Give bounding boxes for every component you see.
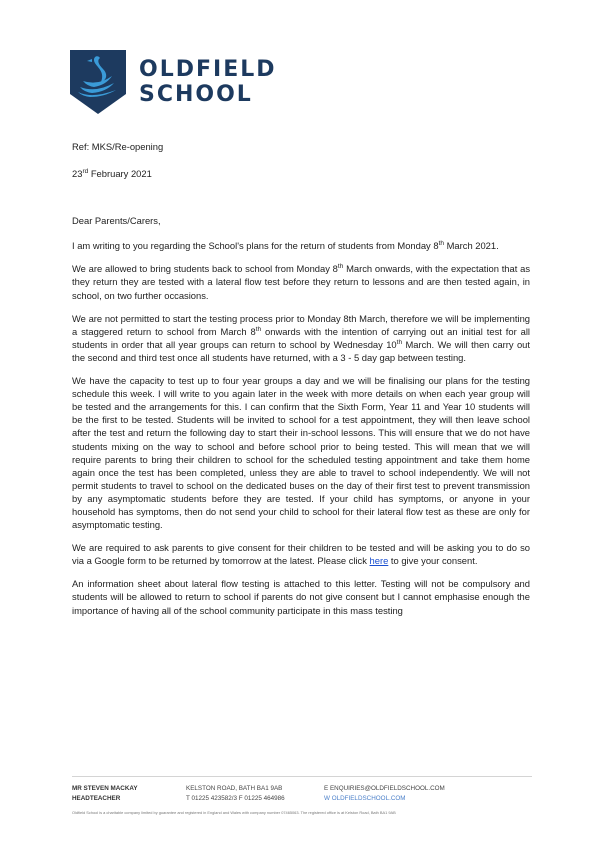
school-name-line1: OLDFIELD <box>139 57 277 82</box>
school-name-line2: SCHOOL <box>139 82 253 107</box>
paragraph-1: I am writing to you regarding the School's plans for the return of students from Monday 8th March 2021. <box>72 240 499 252</box>
school-logo <box>70 50 277 114</box>
salutation: Dear Parents/Carers, <box>72 215 161 227</box>
footer-divider <box>72 776 532 777</box>
school-phones: T 01225 423582/3 F 01225 464986 <box>186 795 285 802</box>
swan-crest-icon <box>70 50 126 114</box>
headteacher-name: MR STEVEN MACKAY <box>72 785 138 792</box>
letter-reference: Ref: MKS/Re-opening <box>72 141 164 152</box>
paragraph-5: We are required to ask parents to give consent for their children to be tested and will be asking you to do so via a Google form to be returned by tomorrow at the latest. Please click here to give your consent. <box>72 542 530 567</box>
consent-form-link[interactable]: here <box>369 555 389 567</box>
paragraph-6: An information sheet about lateral flow testing is attached to this letter. Testing will not be compulsory and students will be allowed to return to school if parents do not give consent but I cannot emphasise enough the importance of having all of the school community participate in this mass testing <box>72 578 530 616</box>
school-website: W OLDFIELDSCHOOL.COM <box>324 795 406 802</box>
school-name <box>139 57 277 107</box>
paragraph-2: We are allowed to bring students back to school from Monday 8th March onwards, with the expectation that as they return they are tested with a lateral flow test before they return to lessons and are then tested again, in school, on two further occasions. <box>72 263 531 301</box>
paragraph-4: We have the capacity to test up to four year groups a day and we will be finalising our plans for the testing schedule this week. I will write to you again later in the week with more details on when each year group will be tested and the arrangements for this. I can confirm that the Sixth Form, Year 11 and Year 10 students will be the first to be tested. Students will be invited to school for a test appointment, they will then leave school after the test and return the following day to start their in-school lessons. This will ensure that we do not have students mixing on the way to school and before school prior to being tested. This will mean that we will require parents to bring their children to school for the scheduled testing appointment and take them home again once the test has been completed, unless they are able to travel to school independently. We will not permit students to travel to school on the dedicated buses on the day of their first test to prevent transmission by any asymptomatic students before they are tested. If your child has symptoms, or anyone in your household has symptoms, then do not send your child to school for their lateral flow test as these are only for asymptomatic testing. <box>72 375 530 531</box>
letter-date: 23rd February 2021 <box>72 167 152 180</box>
paragraph-3: We are not permitted to start the testing process prior to Monday 8th March, therefore we will be implementing a staggered return to school from March 8th onwards with the intention of carrying out an initial test for all students in order that all year groups can return to school by Wednesday 10th March. We will then carry out the second and third test once all students have returned, with a 3 - 5 day gap between testing. <box>72 312 530 363</box>
headteacher-role: HEADTEACHER <box>72 795 121 802</box>
school-email: E ENQUIRIES@OLDFIELDSCHOOL.COM <box>324 785 445 792</box>
letter-body <box>72 140 530 627</box>
legal-fineprint: Oldfield School is a charitable company limited by guarantee and registered in England and Wales with company number 07465063. The registered office is at Kelston Road, Bath BA1 9AB <box>72 810 396 815</box>
school-address: KELSTON ROAD, BATH BA1 9AB <box>186 785 283 792</box>
letter-footer <box>72 776 532 815</box>
